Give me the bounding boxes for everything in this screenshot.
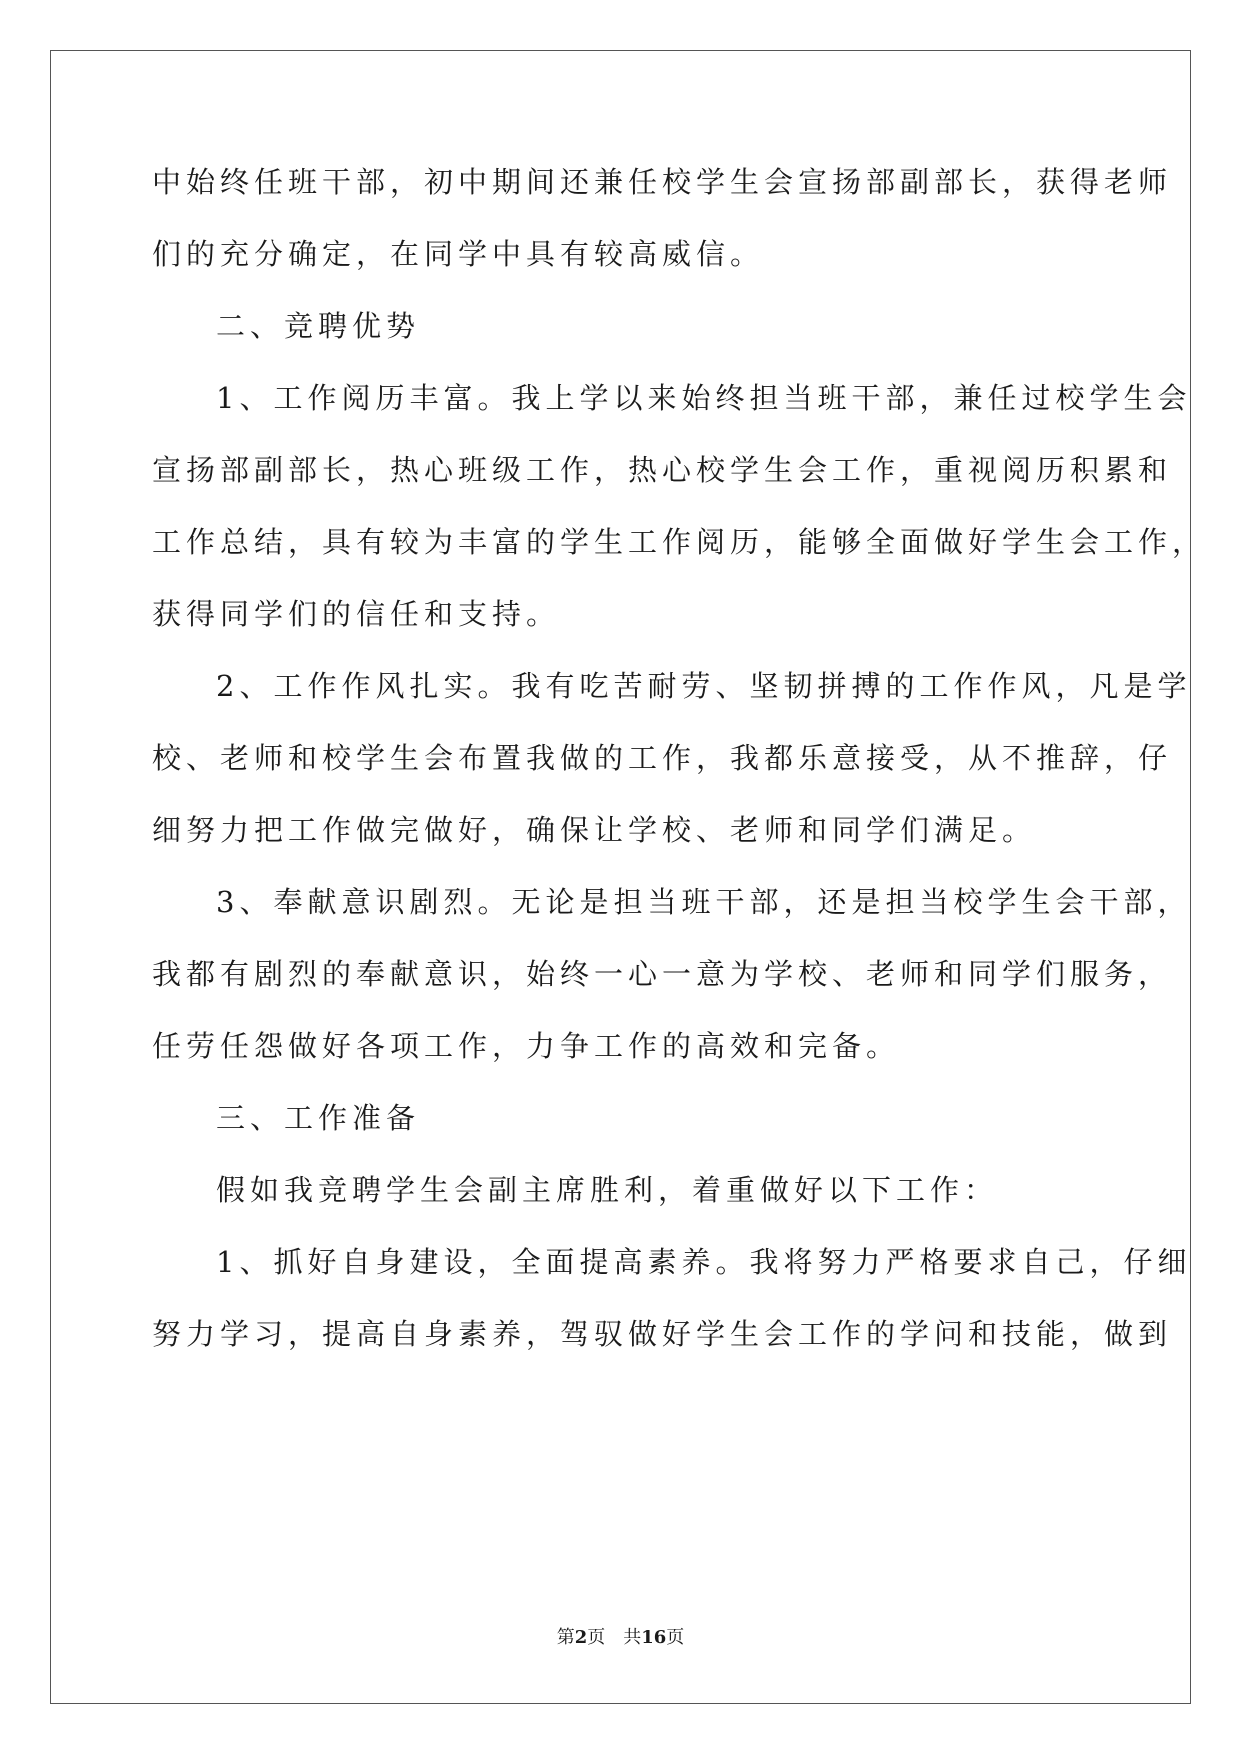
text-line: 细努力把工作做完做好，确保让学校、老师和同学们满足。 <box>152 813 1037 847</box>
text-line: 们的充分确定，在同学中具有较高威信。 <box>152 237 765 271</box>
text-line: 任劳任怨做好各项工作，力争工作的高效和完备。 <box>152 1029 901 1063</box>
page-total: 16 <box>641 1627 667 1648</box>
text-line: 1、工作阅历丰富。我上学以来始终担当班干部，兼任过校学生会 <box>216 381 1192 415</box>
total-prefix: 共 <box>623 1627 642 1648</box>
text-line: 我都有剧烈的奉献意识，始终一心一意为学校、老师和同学们服务， <box>152 957 1173 991</box>
text-line: 中始终任班干部，初中期间还兼任校学生会宣扬部副部长，获得老师 <box>152 165 1173 199</box>
text-line: 假如我竞聘学生会副主席胜利，着重做好以下工作： <box>216 1173 999 1207</box>
section-heading: 三、工作准备 <box>216 1101 421 1135</box>
text-line: 1、抓好自身建设，全面提高素养。我将努力严格要求自己，仔细 <box>216 1245 1192 1279</box>
page-prefix: 第 <box>556 1627 575 1648</box>
text-line: 2、工作作风扎实。我有吃苦耐劳、坚韧拼搏的工作作风，凡是学 <box>216 669 1192 703</box>
page-border <box>50 50 1191 1704</box>
total-suffix: 页 <box>666 1627 685 1648</box>
text-line: 宣扬部副部长，热心班级工作，热心校学生会工作，重视阅历积累和 <box>152 453 1173 487</box>
text-line: 3、奉献意识剧烈。无论是担当班干部，还是担当校学生会干部， <box>216 885 1192 919</box>
page-suffix: 页 <box>587 1627 606 1648</box>
text-line: 工作总结，具有较为丰富的学生工作阅历，能够全面做好学生会工作， <box>152 525 1207 559</box>
text-line: 获得同学们的信任和支持。 <box>152 597 561 631</box>
page-footer <box>0 1626 1241 1650</box>
page-current: 2 <box>574 1627 588 1648</box>
section-heading: 二、竞聘优势 <box>216 309 421 343</box>
text-line: 校、老师和校学生会布置我做的工作，我都乐意接受，从不推辞，仔 <box>152 741 1173 775</box>
text-line: 努力学习，提高自身素养，驾驭做好学生会工作的学问和技能，做到 <box>152 1317 1173 1351</box>
